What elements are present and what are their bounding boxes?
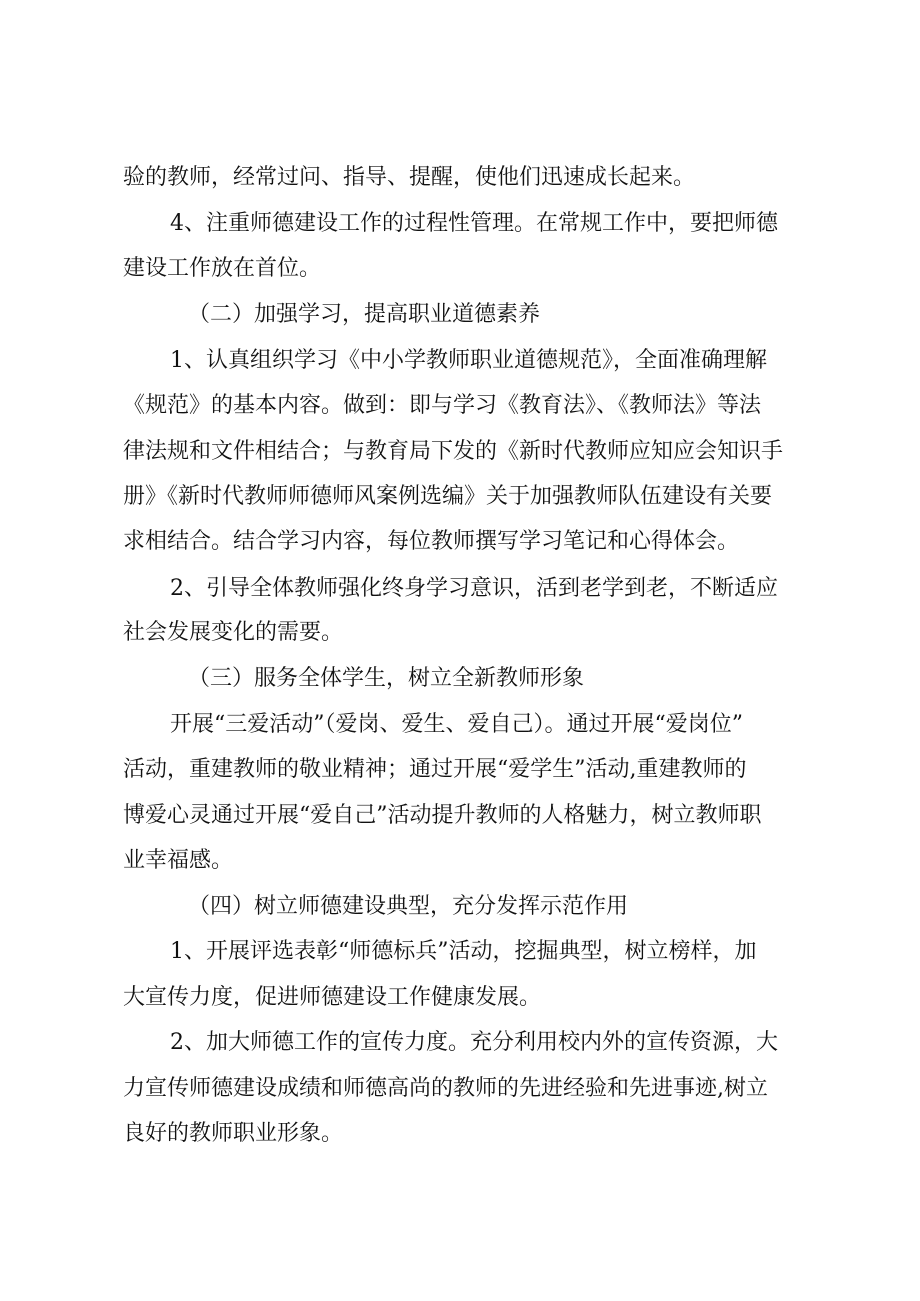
paragraph-line: 1、认真组织学习《中小学教师职业道德规范》，全面准确理解 xyxy=(170,348,767,373)
paragraph-line: 大宣传力度，促进师德建设工作健康发展。 xyxy=(123,985,542,1010)
paragraph-line: 2、引导全体教师强化终身学习意识，活到老学到老，不断适应 xyxy=(170,576,778,601)
paragraph-line: 建设工作放在首位。 xyxy=(123,256,322,281)
paragraph-line: 2、加大师德工作的宣传力度。充分利用校内外的宣传资源，大 xyxy=(170,1030,778,1055)
section-heading: （二）加强学习，提高职业道德素养 xyxy=(188,302,541,327)
paragraph-line: 求相结合。结合学习内容，每位教师撰写学习笔记和心得体会。 xyxy=(123,529,740,554)
paragraph-line: 验的教师，经常过问、指导、提醒，使他们迅速成长起来。 xyxy=(123,165,696,190)
paragraph-line: 1、开展评选表彰“师德标兵”活动，挖掘典型，树立榜样，加 xyxy=(170,939,757,964)
paragraph-line: 力宣传师德建设成绩和师德高尚的教师的先进经验和先进事迹,树立 xyxy=(123,1076,768,1101)
paragraph-line: 律法规和文件相结合；与教育局下发的《新时代教师应知应会知识手 xyxy=(123,439,784,464)
paragraph-line: 活动，重建教师的敬业精神；通过开展“爱学生”活动,重建教师的 xyxy=(123,757,747,782)
paragraph-line: 博爱心灵通过开展“爱自己”活动提升教师的人格魅力，树立教师职 xyxy=(123,803,762,828)
paragraph-line: 社会发展变化的需要。 xyxy=(123,620,344,645)
paragraph-line: 开展“三爱活动”（爱岗、爱生、爱自己）。通过开展“爱岗位” xyxy=(170,712,743,737)
paragraph-line: 业幸福感。 xyxy=(123,848,234,873)
section-heading: （三）服务全体学生，树立全新教师形象 xyxy=(188,666,585,691)
section-heading: （四）树立师德建设典型，充分发挥示范作用 xyxy=(188,894,629,919)
paragraph-line: 《规范》的基本内容。做到：即与学习《教育法》、《教师法》等法 xyxy=(123,393,762,418)
paragraph-line: 4、注重师德建设工作的过程性管理。在常规工作中，要把师德 xyxy=(170,211,778,236)
paragraph-line: 册》《新时代教师师德师风案例选编》关于加强教师队伍建设有关要 xyxy=(123,484,773,509)
paragraph-line: 良好的教师职业形象。 xyxy=(123,1121,344,1146)
